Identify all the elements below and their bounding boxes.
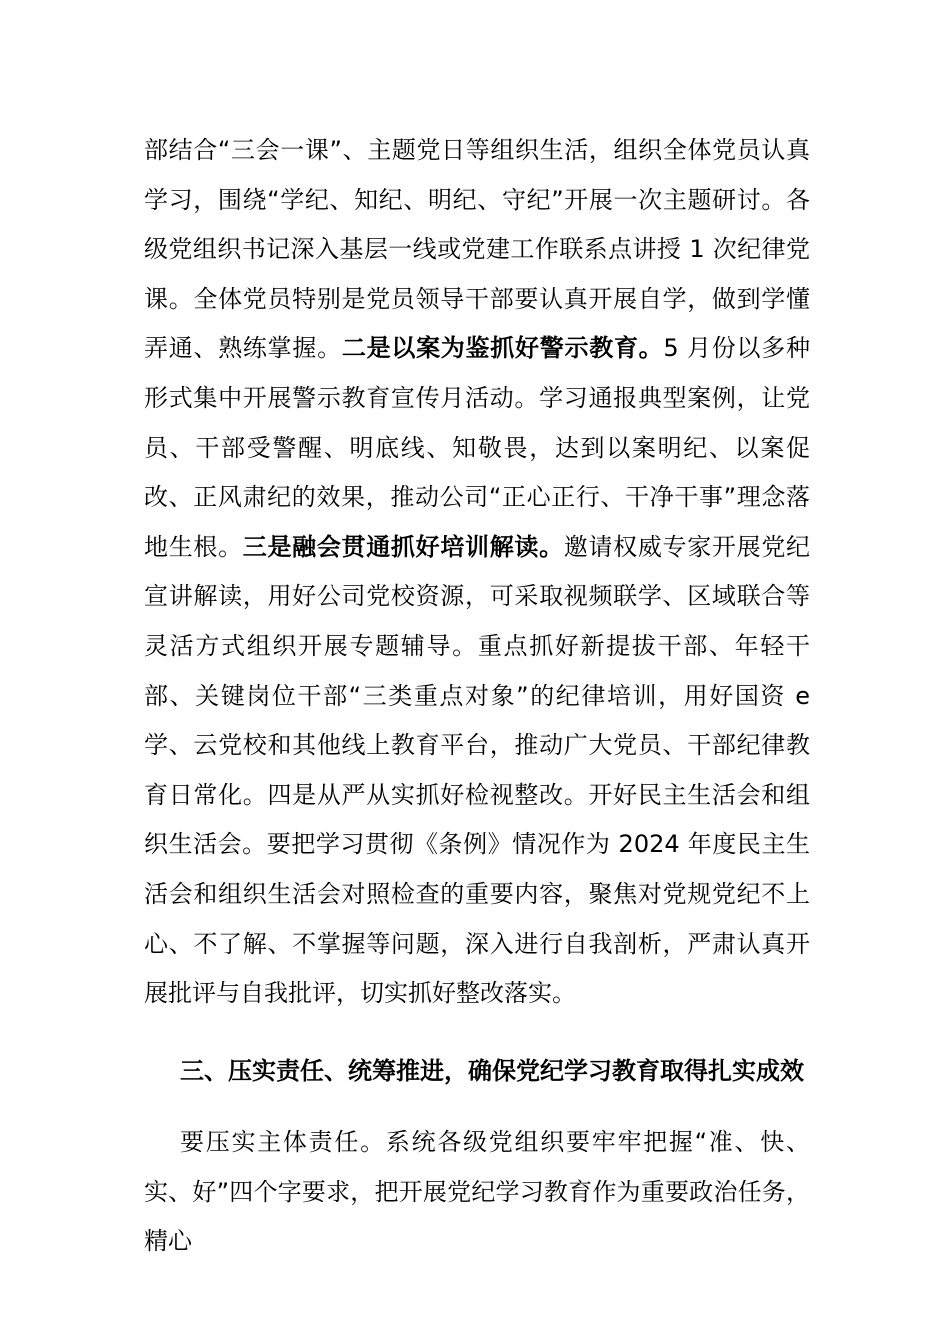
bold-subheading-2: 二是以案为鉴抓好警示教育。: [341, 334, 664, 363]
bold-subheading-3: 三是融会贯通抓好培训解读。: [242, 532, 564, 561]
section-heading-3: 三、压实责任、统筹推进，确保党纪学习教育取得扎实成效: [180, 1057, 804, 1085]
body-paragraph-2: 要压实主体责任。系统各级党组织要牢牢把握“准、快、实、好”四个字要求，把开展党纪学习教育作为重要政治任务，精心: [144, 1128, 810, 1256]
paragraph-1-text-b: 5 月份以多种形式集中开展警示教育宣传月活动。学习通报典型案例，让党员、干部受警醒、明底线、知敬畏，达到以案明纪、以案促改、正风肃纪的效果，推动公司“正心正行、干净干事”理念落地生根。: [144, 334, 810, 561]
body-paragraph-1: [144, 126, 810, 1019]
paragraph-1-text-c: 邀请权威专家开展党纪宣讲解读，用好公司党校资源，可采取视频联学、区域联合等灵活方式组织开展专题辅导。重点抓好新提拔干部、年轻干部、关键岗位干部“三类重点对象”的纪律培训，用好国资 e 学、云党校和其他线上教育平台，推动广大党员、干部纪律教育日常化。四是从严从实抓好检视整改。开好民主生活会和组织生活会。要把学习贯彻《条例》情况作为 2024 年度民主生活会和组织生活会对照检查的重要内容，聚焦对党规党纪不上心、不了解、不掌握等问题，深入进行自我剖析，严肃认真开展批评与自我批评，切实抓好整改落实。: [144, 532, 811, 1008]
paragraph-1-text-a: 部结合“三会一课”、主题党日等组织生活，组织全体党员认真学习，围绕“学纪、知纪、明纪、守纪”开展一次主题研讨。各级党组织书记深入基层一线或党建工作联系点讲授 1 次纪律党课。全体党员特别是党员领导干部要认真开展自学，做到学懂弄通、熟练掌握。: [144, 136, 810, 363]
